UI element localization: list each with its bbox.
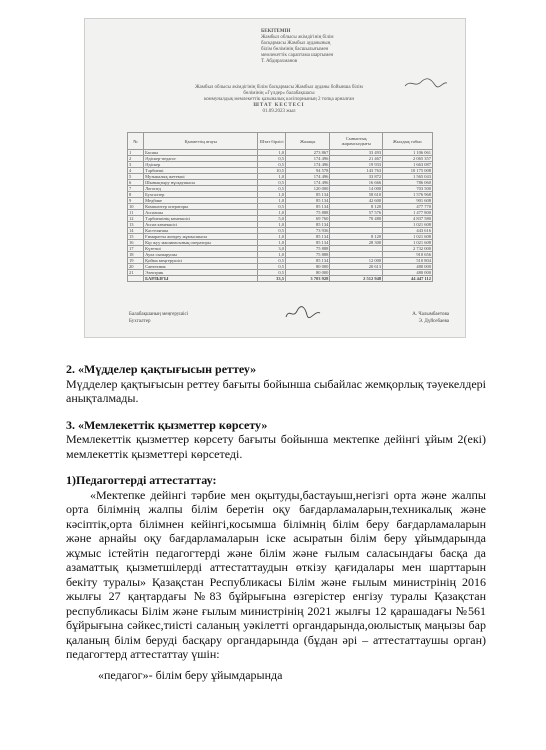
header-cell: Жылдық табыс bbox=[383, 133, 433, 150]
table-cell: Тәрбиешінің көмекшісі bbox=[144, 216, 258, 222]
table-cell: 2 065 357 bbox=[383, 156, 433, 162]
table-cell: 1,0 bbox=[258, 240, 286, 246]
table-cell: Қойма меңгерушісі bbox=[144, 258, 258, 264]
table-cell: 12 000 bbox=[330, 258, 383, 264]
table-cell: 443 616 bbox=[383, 228, 433, 234]
table-cell: 1,0 bbox=[258, 252, 286, 258]
table-cell: 10,5 bbox=[258, 168, 286, 174]
table-cell: 14 000 bbox=[330, 186, 383, 192]
table-cell: 17 bbox=[128, 246, 144, 252]
signature-row bbox=[129, 311, 449, 318]
table-cell: 0,5 bbox=[258, 264, 286, 270]
table-cell: 75 888 bbox=[286, 252, 330, 258]
signature-name: Э. Дүйсебаева bbox=[418, 319, 449, 324]
table-cell: Логопед bbox=[144, 186, 258, 192]
table-cell: Аула сыпырушы bbox=[144, 252, 258, 258]
table-cell: 3 703 928 bbox=[286, 276, 330, 282]
table-cell: 85 134 bbox=[286, 192, 330, 198]
signature-name: А. Чалымбаетова bbox=[412, 312, 449, 317]
table-cell: 10 175 008 bbox=[383, 168, 433, 174]
table-cell: 1 021 608 bbox=[383, 234, 433, 240]
table-cell: 1,0 bbox=[258, 234, 286, 240]
header-cell: Штат бірлігі bbox=[258, 133, 286, 150]
table-cell: 2 512 948 bbox=[330, 276, 383, 282]
section-heading: 2. «Мүдделер қақтығысын реттеу» bbox=[66, 362, 257, 376]
table-cell: 1 106 061 bbox=[383, 150, 433, 156]
table-cell: Кастелянша bbox=[144, 228, 258, 234]
table-cell: Медбике bbox=[144, 198, 258, 204]
table-cell: Электрик bbox=[144, 270, 258, 276]
table-cell: 85 134 bbox=[286, 234, 330, 240]
list-item: «педагог»- білім беру ұйымдарында bbox=[98, 667, 283, 682]
signature-block bbox=[129, 311, 449, 325]
table-cell: Аспазшы bbox=[144, 210, 258, 216]
table-cell: Ғимаратты жөндеу жұмысшысы bbox=[144, 234, 258, 240]
table-cell: 8 120 bbox=[330, 204, 383, 210]
table-cell: 85 134 bbox=[286, 198, 330, 204]
table-cell: 14 bbox=[128, 228, 144, 234]
section-paragraph: Мемлекеттік қызметтер көрсету бағыты бойынша мектепке дейінгі ұйым 2(екі) мемлекеттік қызметтері көрсетеді. bbox=[66, 432, 486, 461]
table-header-row bbox=[128, 133, 433, 150]
table-cell: 16 666 bbox=[330, 180, 383, 186]
table-cell: 120 000 bbox=[286, 186, 330, 192]
approval-line: БЕКІТЕМІН bbox=[261, 29, 291, 34]
table-cell: 1,0 bbox=[258, 222, 286, 228]
table-cell: 69 760 bbox=[286, 216, 330, 222]
table-cell: Әдіскер bbox=[144, 162, 258, 168]
table-cell: 9 bbox=[128, 198, 144, 204]
table-cell: 8 bbox=[128, 192, 144, 198]
table-cell: 143 763 bbox=[330, 168, 383, 174]
signature-row bbox=[129, 318, 449, 325]
table-cell: 901 608 bbox=[383, 198, 433, 204]
table-cell: Аспаз көмекшісі bbox=[144, 222, 258, 228]
table-cell: 28 300 bbox=[330, 240, 383, 246]
table-cell: 85 134 bbox=[286, 258, 330, 264]
staff-table bbox=[127, 132, 433, 282]
table-cell: 1 021 608 bbox=[383, 222, 433, 228]
section-heading: 3. «Мемлекеттік қызметтер көрсету» bbox=[66, 417, 268, 432]
title-line: ШТАТ КЕСТЕСІ bbox=[253, 103, 305, 108]
table-cell: 2 732 000 bbox=[383, 246, 433, 252]
section-paragraph: «Мектепке дейінгі тәрбие мен оқытуды,бастауыш,негізгі орта және жалпы орта білімнің жалпы білім беретін оқу бағдарламаларын,техникалық және кәсіптік,орта білімнен кейінгі,косымша білімнің білім беру бағдарламаларын және арнайы оқу бағдарламаларын іске асыратын білім беру ұйымдарында жұмыс істейтін педагогтерді және білім және ғылым саласындағы басқа да азаматтық қызметшілерді аттестаттаудын өткізу қағидалары мен шарттарын бекіту туралы» Қазақстан Республикасы Білім және ғылым министрінің 2016 жылғы 27 қаңтардағы №83 бұйрығына өзгерістер енгізу туралы Қазақстан республикасы Білім және ғылым министрінің 2021 жылғы 12 қарашадағы №561 бұйрығына сәйкес,тиісті саланың уәкілетті органдарында,оюлыстық маңызы бар қаланың білім беруді басқару органдарында (бұдан әрі – аттестаттаушы орган) педагогтерд аттестаттау үшін: bbox=[66, 487, 486, 661]
table-cell: 19 bbox=[128, 258, 144, 264]
table-cell: 3,0 bbox=[258, 246, 286, 252]
approval-line: Т. Абдирахманов bbox=[261, 59, 298, 64]
table-cell: 20 bbox=[128, 264, 144, 270]
table-cell: 5,0 bbox=[258, 216, 286, 222]
table-cell: 16 bbox=[128, 240, 144, 246]
table-cell: 0,5 bbox=[258, 258, 286, 264]
table-cell: 12 bbox=[128, 216, 144, 222]
table-cell: 0,5 bbox=[258, 270, 286, 276]
table-cell: 174 496 bbox=[286, 162, 330, 168]
table-cell: 0,5 bbox=[258, 156, 286, 162]
table-cell: 7 bbox=[128, 186, 144, 192]
table-cell: 80 000 bbox=[286, 264, 330, 270]
table-cell: 174 496 bbox=[286, 156, 330, 162]
table-cell: 11 bbox=[128, 210, 144, 216]
table-total-row bbox=[128, 276, 433, 282]
table-cell bbox=[128, 276, 144, 282]
table-cell: 703 500 bbox=[383, 186, 433, 192]
table-cell: 42 600 bbox=[330, 198, 383, 204]
table-cell: 6 bbox=[128, 180, 144, 186]
table-cell: 8 120 bbox=[330, 234, 383, 240]
table-cell: 4 837 580 bbox=[383, 216, 433, 222]
table-cell: 1 565 043 bbox=[383, 174, 433, 180]
table-cell: 1 576 968 bbox=[383, 192, 433, 198]
table-cell: 85 134 bbox=[286, 222, 330, 228]
table-cell: 94 578 bbox=[286, 168, 330, 174]
table-cell: Компьютер операторы bbox=[144, 204, 258, 210]
signature-role: Балабақшаның меңгерушісі bbox=[129, 312, 189, 317]
table-cell: 33 493 bbox=[330, 150, 383, 156]
scanned-staff-schedule bbox=[84, 18, 466, 338]
table-cell: Кір жуу машинасының операторы bbox=[144, 240, 258, 246]
title-line: бөлімінің «Гүлдер» балабақшасы bbox=[243, 91, 315, 96]
table-cell: БАРЛЫҒЫ bbox=[144, 276, 258, 282]
header-cell: № bbox=[128, 133, 144, 150]
table-cell: 477 770 bbox=[383, 204, 433, 210]
table-cell: 1 663 087 bbox=[383, 162, 433, 168]
table-cell: 21 bbox=[128, 270, 144, 276]
table-cell: 0,5 bbox=[258, 228, 286, 234]
approval-line: Жамбыл облысы әкімдігінің білім bbox=[261, 35, 334, 40]
table-cell: 0,5 bbox=[258, 162, 286, 168]
table-cell: 80 000 bbox=[286, 270, 330, 276]
table-cell: 18 bbox=[128, 252, 144, 258]
table-cell: Басшы bbox=[144, 150, 258, 156]
table-cell: 0,5 bbox=[258, 204, 286, 210]
title-line: коммуналдық мемлекеттік қазыналық кәсіпорнының 2 топқа арналған bbox=[203, 97, 355, 102]
table-cell: 910 656 bbox=[383, 252, 433, 258]
table-cell: Тәрбиеші bbox=[144, 168, 258, 174]
table-cell: Әдіскер-педагог bbox=[144, 156, 258, 162]
table-cell: 15 bbox=[128, 234, 144, 240]
table-cell: 1,0 bbox=[258, 198, 286, 204]
table-cell: 480 000 bbox=[383, 264, 433, 270]
table-cell: 58 610 bbox=[330, 192, 383, 198]
document-title bbox=[129, 85, 429, 115]
table-cell: Сантехник bbox=[144, 264, 258, 270]
table-cell: Бухгалтер bbox=[144, 192, 258, 198]
approval-line: басқармасы Жамбыл ауданының bbox=[261, 41, 331, 46]
table-cell: 21 467 bbox=[330, 156, 383, 162]
table-cell: 1 021 608 bbox=[383, 240, 433, 246]
table-cell: 5 bbox=[128, 174, 144, 180]
table-cell: 70 480 bbox=[330, 216, 383, 222]
table-cell: 1,0 bbox=[258, 174, 286, 180]
table-cell: 1,0 bbox=[258, 192, 286, 198]
table-cell: 73 936 bbox=[286, 228, 330, 234]
subsection-heading: 1)Педагогтерді аттестаттау: bbox=[66, 473, 217, 487]
table-cell: 0,5 bbox=[258, 180, 286, 186]
signature-role: Бухгалтер bbox=[129, 319, 151, 324]
title-line: 01.09.2023 жыл bbox=[262, 109, 296, 114]
section-paragraph: Мүдделер қақтығысын реттеу бағыты бойынша сыбайлас жемқорлық тәуекелдері анықталмады. bbox=[66, 376, 486, 405]
table-cell: Музыкалық жетекші bbox=[144, 174, 258, 180]
table-cell: 510 804 bbox=[383, 258, 433, 264]
header-cell: Жалақы bbox=[286, 133, 330, 150]
approval-stamp bbox=[261, 29, 461, 65]
table-cell: 0,5 bbox=[258, 186, 286, 192]
table-cell: 1,0 bbox=[258, 210, 286, 216]
title-line: Жамбыл облысы әкімдігінің білім басқармасы Жамбыл ауданы бойынша білім bbox=[195, 85, 363, 90]
table-cell: 75 888 bbox=[286, 210, 330, 216]
table-cell: 20 613 bbox=[330, 264, 383, 270]
table-cell: 85 134 bbox=[286, 204, 330, 210]
table-cell: 85 134 bbox=[286, 240, 330, 246]
table-cell: Шынықтыру нұсқаушысы bbox=[144, 180, 258, 186]
table-cell: 174 496 bbox=[286, 174, 330, 180]
table-cell: 75 888 bbox=[286, 246, 330, 252]
table-cell: 44 447 112 bbox=[383, 276, 433, 282]
header-cell: Сыныптық жарамсыздығы bbox=[330, 133, 383, 150]
table-cell: 33,5 bbox=[258, 276, 286, 282]
table-cell: 19 933 bbox=[330, 162, 383, 168]
table-cell: Күзетші bbox=[144, 246, 258, 252]
table-cell: 3 bbox=[128, 162, 144, 168]
table-cell: 10 bbox=[128, 204, 144, 210]
table-cell: 4 bbox=[128, 168, 144, 174]
table-cell: 786 060 bbox=[383, 180, 433, 186]
table-cell: 13 bbox=[128, 222, 144, 228]
table-cell: 33 872 bbox=[330, 174, 383, 180]
table-cell: 57 576 bbox=[330, 210, 383, 216]
approval-line: білім бөлімінің басшылығымен bbox=[261, 47, 329, 52]
approval-line: мемлекеттік сараптама шартымен bbox=[261, 53, 334, 58]
table-cell: 1,0 bbox=[258, 150, 286, 156]
table-cell: 2 bbox=[128, 156, 144, 162]
table-cell: 1 477 800 bbox=[383, 210, 433, 216]
header-cell: Қызметтің атауы bbox=[144, 133, 258, 150]
table-cell: 174 496 bbox=[286, 180, 330, 186]
table-cell: 480 000 bbox=[383, 270, 433, 276]
table-cell: 1 bbox=[128, 150, 144, 156]
table-cell: 273 867 bbox=[286, 150, 330, 156]
report-body bbox=[66, 362, 486, 682]
